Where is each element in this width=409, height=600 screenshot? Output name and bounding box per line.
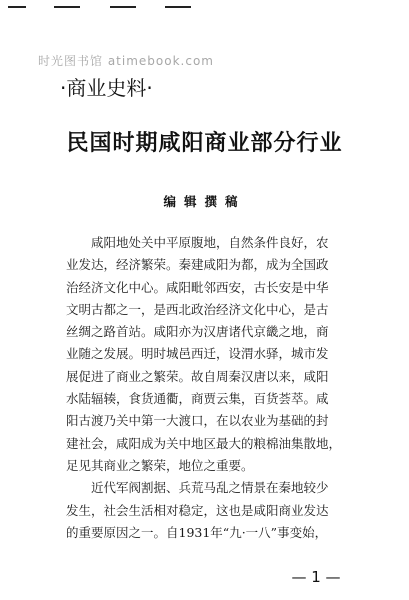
top-dash	[8, 6, 26, 8]
text-line: 治经济文化中心。咸阳毗邻西安，古长安是中华	[66, 279, 329, 295]
body-text	[66, 232, 356, 544]
watermark: 时光图书馆 atimebook.com	[38, 54, 214, 68]
byline: 编辑撰稿	[163, 194, 246, 209]
top-dash	[54, 6, 80, 8]
top-dash	[110, 6, 136, 8]
text-line: 阳古渡乃关中第一大渡口，在以农业为基础的封	[66, 413, 329, 429]
text-line: 咸阳地处关中平原腹地，自然条件良好，农	[91, 235, 329, 250]
text-line: 的重要原因之一。自1931年“九·一八”事变始，	[66, 524, 328, 540]
text-line: 丝绸之路首站。咸阳亦为汉唐诸代京畿之地，商	[66, 324, 329, 340]
text-line: 业发达，经济繁荣。秦建咸阳为都，成为全国政	[66, 257, 329, 273]
text-line: 近代军阀割据、兵荒马乱之情景在秦地较少	[91, 480, 329, 496]
top-dash	[165, 6, 191, 8]
page-title: 民国时期咸阳商业部分行业	[66, 131, 343, 156]
text-line: 业随之发展。明时城邑西迁，设渭水驿，城市发	[66, 346, 329, 362]
top-border-marks	[0, 0, 409, 12]
text-line: 发生，社会生活相对稳定，这也是咸阳商业发达	[66, 502, 329, 518]
text-line: 足见其商业之繁荣，地位之重要。	[66, 457, 254, 473]
section-label: ·商业史料·	[60, 76, 153, 100]
text-line: 文明古都之一，是西北政治经济文化中心，是古	[66, 301, 329, 317]
text-line: 展促进了商业之繁荣。故自周秦汉唐以来，咸阳	[66, 368, 329, 384]
page-number: — 1 —	[291, 568, 341, 586]
text-line: 水陆辐辏，食货通衢，商贾云集，百货荟萃。咸	[66, 391, 329, 407]
text-line: 建社会，咸阳成为关中地区最大的粮棉油集散地，	[66, 435, 342, 451]
